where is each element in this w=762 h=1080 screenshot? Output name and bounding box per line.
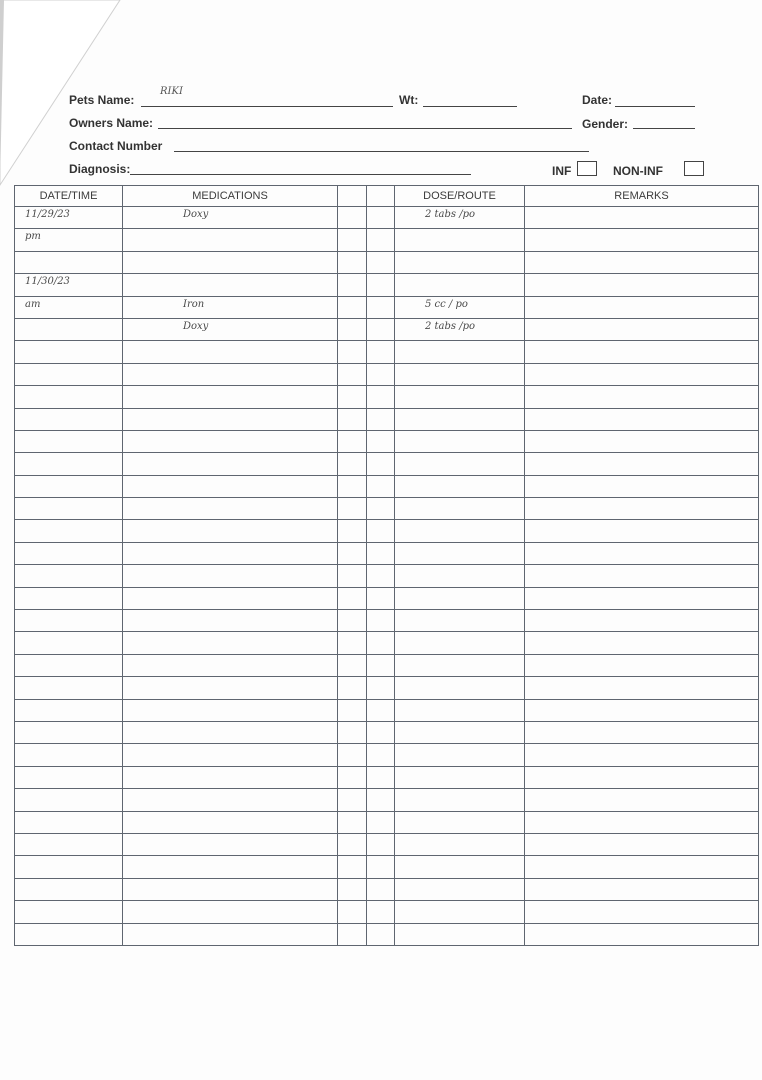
cell-blank-2[interactable]: [367, 475, 395, 497]
cell-blank-1[interactable]: [338, 677, 367, 699]
cell-blank-1[interactable]: [338, 632, 367, 654]
column-header-blank-1: [338, 186, 367, 207]
cell-medications[interactable]: [123, 744, 338, 766]
cell-blank-1[interactable]: [338, 744, 367, 766]
contact-number-field[interactable]: [174, 151, 589, 152]
table-row: [15, 430, 759, 452]
table-header-row: [15, 186, 759, 207]
handwritten-entry: Iron: [183, 298, 205, 310]
cell-dose-route[interactable]: [395, 587, 525, 609]
cell-dose-route[interactable]: [395, 654, 525, 676]
handwritten-entry: 11/29/23: [25, 209, 70, 220]
cell-date-time[interactable]: [15, 587, 123, 609]
handwritten-entry: am: [25, 298, 41, 310]
cell-dose-route[interactable]: [395, 430, 525, 452]
cell-date-time[interactable]: [15, 318, 123, 340]
cell-remarks[interactable]: [525, 341, 759, 363]
cell-dose-route[interactable]: [395, 498, 525, 520]
cell-blank-1[interactable]: [338, 386, 367, 408]
owners-name-label: Owners Name:: [69, 116, 154, 130]
cell-date-time[interactable]: [15, 565, 123, 587]
cell-dose-route[interactable]: [395, 901, 525, 923]
table-row: [15, 251, 759, 273]
cell-blank-1[interactable]: [338, 542, 367, 564]
cell-remarks[interactable]: [525, 699, 759, 721]
table-row: [15, 274, 759, 296]
table-row: [15, 363, 759, 385]
cell-blank-2[interactable]: [367, 296, 395, 318]
gender-field[interactable]: [633, 128, 695, 129]
cell-medications[interactable]: [123, 318, 338, 340]
cell-dose-route[interactable]: [395, 363, 525, 385]
cell-blank-1[interactable]: [338, 699, 367, 721]
cell-medications[interactable]: [123, 207, 338, 229]
cell-date-time[interactable]: [15, 878, 123, 900]
cell-remarks[interactable]: [525, 654, 759, 676]
cell-blank-1[interactable]: [338, 430, 367, 452]
table-row: [15, 654, 759, 676]
cell-blank-1[interactable]: [338, 721, 367, 743]
cell-medications[interactable]: [123, 430, 338, 452]
cell-blank-2[interactable]: [367, 654, 395, 676]
cell-blank-1[interactable]: [338, 610, 367, 632]
cell-blank-2[interactable]: [367, 430, 395, 452]
cell-date-time[interactable]: [15, 542, 123, 564]
cell-medications[interactable]: [123, 632, 338, 654]
cell-date-time[interactable]: [15, 923, 123, 945]
cell-date-time[interactable]: [15, 430, 123, 452]
cell-blank-2[interactable]: [367, 677, 395, 699]
cell-blank-2[interactable]: [367, 207, 395, 229]
table-row: [15, 878, 759, 900]
table-row: [15, 923, 759, 945]
table-row: [15, 833, 759, 855]
cell-medications[interactable]: [123, 833, 338, 855]
cell-blank-1[interactable]: [338, 878, 367, 900]
pets-name-label: Pets Name:: [69, 93, 135, 107]
cell-dose-route[interactable]: [395, 296, 525, 318]
cell-dose-route[interactable]: [395, 878, 525, 900]
date-label: Date:: [582, 93, 613, 107]
cell-medications[interactable]: [123, 878, 338, 900]
cell-blank-1[interactable]: [338, 274, 367, 296]
cell-medications[interactable]: [123, 453, 338, 475]
inf-label: INF: [552, 164, 572, 178]
table-row: [15, 610, 759, 632]
cell-dose-route[interactable]: [395, 318, 525, 340]
cell-blank-1[interactable]: [338, 856, 367, 878]
table-row: [15, 520, 759, 542]
cell-remarks[interactable]: [525, 542, 759, 564]
cell-blank-1[interactable]: [338, 789, 367, 811]
cell-remarks[interactable]: [525, 386, 759, 408]
handwritten-entry: 2 tabs /po: [425, 209, 476, 220]
cell-dose-route[interactable]: [395, 699, 525, 721]
cell-blank-2[interactable]: [367, 274, 395, 296]
table-row: [15, 229, 759, 251]
table-row: [15, 632, 759, 654]
table-row: [15, 901, 759, 923]
table-row: [15, 677, 759, 699]
cell-dose-route[interactable]: [395, 856, 525, 878]
cell-blank-1[interactable]: [338, 923, 367, 945]
cell-remarks[interactable]: [525, 610, 759, 632]
cell-remarks[interactable]: [525, 565, 759, 587]
cell-date-time[interactable]: [15, 408, 123, 430]
cell-date-time[interactable]: [15, 833, 123, 855]
table-row: [15, 789, 759, 811]
cell-remarks[interactable]: [525, 901, 759, 923]
cell-date-time[interactable]: [15, 251, 123, 273]
cell-date-time[interactable]: [15, 520, 123, 542]
cell-blank-2[interactable]: [367, 878, 395, 900]
cell-medications[interactable]: [123, 542, 338, 564]
cell-date-time[interactable]: [15, 654, 123, 676]
cell-medications[interactable]: [123, 565, 338, 587]
cell-blank-2[interactable]: [367, 565, 395, 587]
cell-dose-route[interactable]: [395, 229, 525, 251]
cell-dose-route[interactable]: [395, 721, 525, 743]
cell-blank-1[interactable]: [338, 901, 367, 923]
cell-blank-1[interactable]: [338, 408, 367, 430]
cell-blank-1[interactable]: [338, 229, 367, 251]
table-row: [15, 766, 759, 788]
cell-medications[interactable]: [123, 721, 338, 743]
cell-remarks[interactable]: [525, 632, 759, 654]
cell-blank-2[interactable]: [367, 766, 395, 788]
cell-blank-2[interactable]: [367, 587, 395, 609]
cell-date-time[interactable]: [15, 789, 123, 811]
table-row: [15, 296, 759, 318]
cell-blank-2[interactable]: [367, 251, 395, 273]
cell-blank-1[interactable]: [338, 341, 367, 363]
cell-dose-route[interactable]: [395, 923, 525, 945]
handwritten-entry: Doxy: [183, 209, 209, 220]
cell-blank-1[interactable]: [338, 654, 367, 676]
cell-medications[interactable]: [123, 341, 338, 363]
table-row: [15, 318, 759, 340]
cell-remarks[interactable]: [525, 789, 759, 811]
table-row: [15, 207, 759, 229]
cell-dose-route[interactable]: [395, 520, 525, 542]
table-row: [15, 475, 759, 497]
table-row: [15, 811, 759, 833]
cell-date-time[interactable]: [15, 296, 123, 318]
cell-blank-2[interactable]: [367, 923, 395, 945]
diagnosis-label: Diagnosis:: [69, 162, 131, 176]
cell-blank-2[interactable]: [367, 363, 395, 385]
cell-medications[interactable]: [123, 475, 338, 497]
cell-blank-2[interactable]: [367, 318, 395, 340]
handwritten-entry: 5 cc / po: [425, 298, 468, 310]
non-inf-checkbox[interactable]: [684, 161, 704, 176]
column-header-remarks: REMARKS: [525, 186, 759, 207]
cell-blank-2[interactable]: [367, 901, 395, 923]
date-field[interactable]: [615, 106, 695, 107]
cell-remarks[interactable]: [525, 856, 759, 878]
cell-blank-1[interactable]: [338, 498, 367, 520]
cell-blank-1[interactable]: [338, 251, 367, 273]
cell-blank-1[interactable]: [338, 453, 367, 475]
cell-remarks[interactable]: [525, 878, 759, 900]
cell-date-time[interactable]: [15, 207, 123, 229]
wt-field[interactable]: [423, 106, 517, 107]
cell-medications[interactable]: [123, 587, 338, 609]
cell-blank-2[interactable]: [367, 520, 395, 542]
table-row: [15, 408, 759, 430]
cell-blank-1[interactable]: [338, 766, 367, 788]
cell-date-time[interactable]: [15, 498, 123, 520]
wt-label: Wt:: [399, 93, 419, 107]
table-row: [15, 453, 759, 475]
cell-blank-2[interactable]: [367, 453, 395, 475]
handwritten-entry: 11/30/23: [25, 276, 70, 288]
inf-checkbox[interactable]: [577, 161, 597, 176]
cell-blank-1[interactable]: [338, 318, 367, 340]
cell-blank-1[interactable]: [338, 587, 367, 609]
medication-log-table: [14, 185, 759, 946]
cell-medications[interactable]: [123, 296, 338, 318]
cell-blank-2[interactable]: [367, 856, 395, 878]
contact-number-label: Contact Number: [69, 139, 163, 153]
cell-date-time[interactable]: [15, 363, 123, 385]
cell-dose-route[interactable]: [395, 565, 525, 587]
cell-remarks[interactable]: [525, 833, 759, 855]
cell-remarks[interactable]: [525, 811, 759, 833]
cell-date-time[interactable]: [15, 721, 123, 743]
cell-date-time[interactable]: [15, 274, 123, 296]
table-row: [15, 744, 759, 766]
cell-date-time[interactable]: [15, 610, 123, 632]
cell-remarks[interactable]: [525, 498, 759, 520]
cell-blank-1[interactable]: [338, 520, 367, 542]
cell-medications[interactable]: [123, 811, 338, 833]
table-row: [15, 587, 759, 609]
table-row: [15, 699, 759, 721]
cell-medications[interactable]: [123, 408, 338, 430]
cell-remarks[interactable]: [525, 408, 759, 430]
cell-blank-1[interactable]: [338, 296, 367, 318]
gender-label: Gender:: [582, 117, 629, 131]
cell-dose-route[interactable]: [395, 811, 525, 833]
cell-date-time[interactable]: [15, 901, 123, 923]
column-header-medications: MEDICATIONS: [123, 186, 338, 207]
handwritten-entry: 2 tabs /po: [425, 320, 476, 332]
cell-blank-2[interactable]: [367, 542, 395, 564]
cell-dose-route[interactable]: [395, 632, 525, 654]
cell-medications[interactable]: [123, 520, 338, 542]
cell-remarks[interactable]: [525, 587, 759, 609]
cell-blank-1[interactable]: [338, 833, 367, 855]
cell-date-time[interactable]: [15, 475, 123, 497]
cell-blank-1[interactable]: [338, 363, 367, 385]
table-row: [15, 542, 759, 564]
cell-blank-1[interactable]: [338, 207, 367, 229]
cell-medications[interactable]: [123, 923, 338, 945]
cell-remarks[interactable]: [525, 520, 759, 542]
cell-dose-route[interactable]: [395, 542, 525, 564]
cell-medications[interactable]: [123, 274, 338, 296]
cell-blank-2[interactable]: [367, 341, 395, 363]
cell-remarks[interactable]: [525, 766, 759, 788]
table-row: [15, 341, 759, 363]
cell-blank-1[interactable]: [338, 811, 367, 833]
cell-dose-route[interactable]: [395, 833, 525, 855]
cell-blank-2[interactable]: [367, 408, 395, 430]
cell-blank-2[interactable]: [367, 789, 395, 811]
cell-remarks[interactable]: [525, 453, 759, 475]
cell-blank-2[interactable]: [367, 498, 395, 520]
cell-remarks[interactable]: [525, 923, 759, 945]
cell-blank-2[interactable]: [367, 229, 395, 251]
column-header-blank-2: [367, 186, 395, 207]
cell-medications[interactable]: [123, 789, 338, 811]
table-row: [15, 386, 759, 408]
cell-remarks[interactable]: [525, 296, 759, 318]
cell-date-time[interactable]: [15, 632, 123, 654]
cell-remarks[interactable]: [525, 430, 759, 452]
cell-blank-2[interactable]: [367, 833, 395, 855]
cell-remarks[interactable]: [525, 318, 759, 340]
cell-blank-2[interactable]: [367, 699, 395, 721]
cell-date-time[interactable]: [15, 341, 123, 363]
cell-remarks[interactable]: [525, 721, 759, 743]
cell-date-time[interactable]: [15, 699, 123, 721]
cell-blank-1[interactable]: [338, 475, 367, 497]
cell-blank-1[interactable]: [338, 565, 367, 587]
cell-dose-route[interactable]: [395, 744, 525, 766]
cell-remarks[interactable]: [525, 363, 759, 385]
cell-medications[interactable]: [123, 699, 338, 721]
cell-medications[interactable]: [123, 856, 338, 878]
cell-medications[interactable]: [123, 766, 338, 788]
cell-blank-2[interactable]: [367, 610, 395, 632]
cell-date-time[interactable]: [15, 229, 123, 251]
cell-remarks[interactable]: [525, 677, 759, 699]
pets-name-field[interactable]: [141, 106, 393, 107]
cell-dose-route[interactable]: [395, 274, 525, 296]
cell-dose-route[interactable]: [395, 789, 525, 811]
column-header-dose-route: DOSE/ROUTE: [395, 186, 525, 207]
cell-dose-route[interactable]: [395, 475, 525, 497]
cell-dose-route[interactable]: [395, 386, 525, 408]
table-row: [15, 565, 759, 587]
cell-date-time[interactable]: [15, 744, 123, 766]
cell-dose-route[interactable]: [395, 341, 525, 363]
owners-name-field[interactable]: [158, 128, 572, 129]
cell-remarks[interactable]: [525, 475, 759, 497]
cell-blank-2[interactable]: [367, 632, 395, 654]
handwritten-entry: Doxy: [183, 320, 209, 332]
cell-dose-route[interactable]: [395, 251, 525, 273]
cell-remarks[interactable]: [525, 274, 759, 296]
cell-medications[interactable]: [123, 677, 338, 699]
cell-remarks[interactable]: [525, 229, 759, 251]
cell-blank-2[interactable]: [367, 386, 395, 408]
cell-medications[interactable]: [123, 498, 338, 520]
cell-date-time[interactable]: [15, 386, 123, 408]
non-inf-label: NON-INF: [613, 164, 663, 178]
cell-remarks[interactable]: [525, 207, 759, 229]
table-row: [15, 856, 759, 878]
cell-date-time[interactable]: [15, 766, 123, 788]
cell-medications[interactable]: [123, 363, 338, 385]
cell-remarks[interactable]: [525, 744, 759, 766]
handwritten-entry: pm: [25, 231, 41, 243]
cell-medications[interactable]: [123, 229, 338, 251]
cell-dose-route[interactable]: [395, 408, 525, 430]
cell-medications[interactable]: [123, 386, 338, 408]
table-row: [15, 498, 759, 520]
cell-blank-2[interactable]: [367, 811, 395, 833]
cell-dose-route[interactable]: [395, 677, 525, 699]
cell-date-time[interactable]: [15, 453, 123, 475]
diagnosis-field[interactable]: [130, 174, 471, 175]
cell-medications[interactable]: [123, 901, 338, 923]
cell-date-time[interactable]: [15, 811, 123, 833]
cell-blank-2[interactable]: [367, 744, 395, 766]
table-row: [15, 721, 759, 743]
column-header-date-time: DATE/TIME: [15, 186, 123, 207]
cell-remarks[interactable]: [525, 251, 759, 273]
cell-medications[interactable]: [123, 654, 338, 676]
cell-medications[interactable]: [123, 610, 338, 632]
cell-blank-2[interactable]: [367, 721, 395, 743]
pets-name-value: RIKI: [160, 86, 183, 97]
cell-dose-route[interactable]: [395, 207, 525, 229]
cell-date-time[interactable]: [15, 677, 123, 699]
cell-date-time[interactable]: [15, 856, 123, 878]
cell-dose-route[interactable]: [395, 453, 525, 475]
cell-dose-route[interactable]: [395, 766, 525, 788]
cell-medications[interactable]: [123, 251, 338, 273]
cell-dose-route[interactable]: [395, 610, 525, 632]
